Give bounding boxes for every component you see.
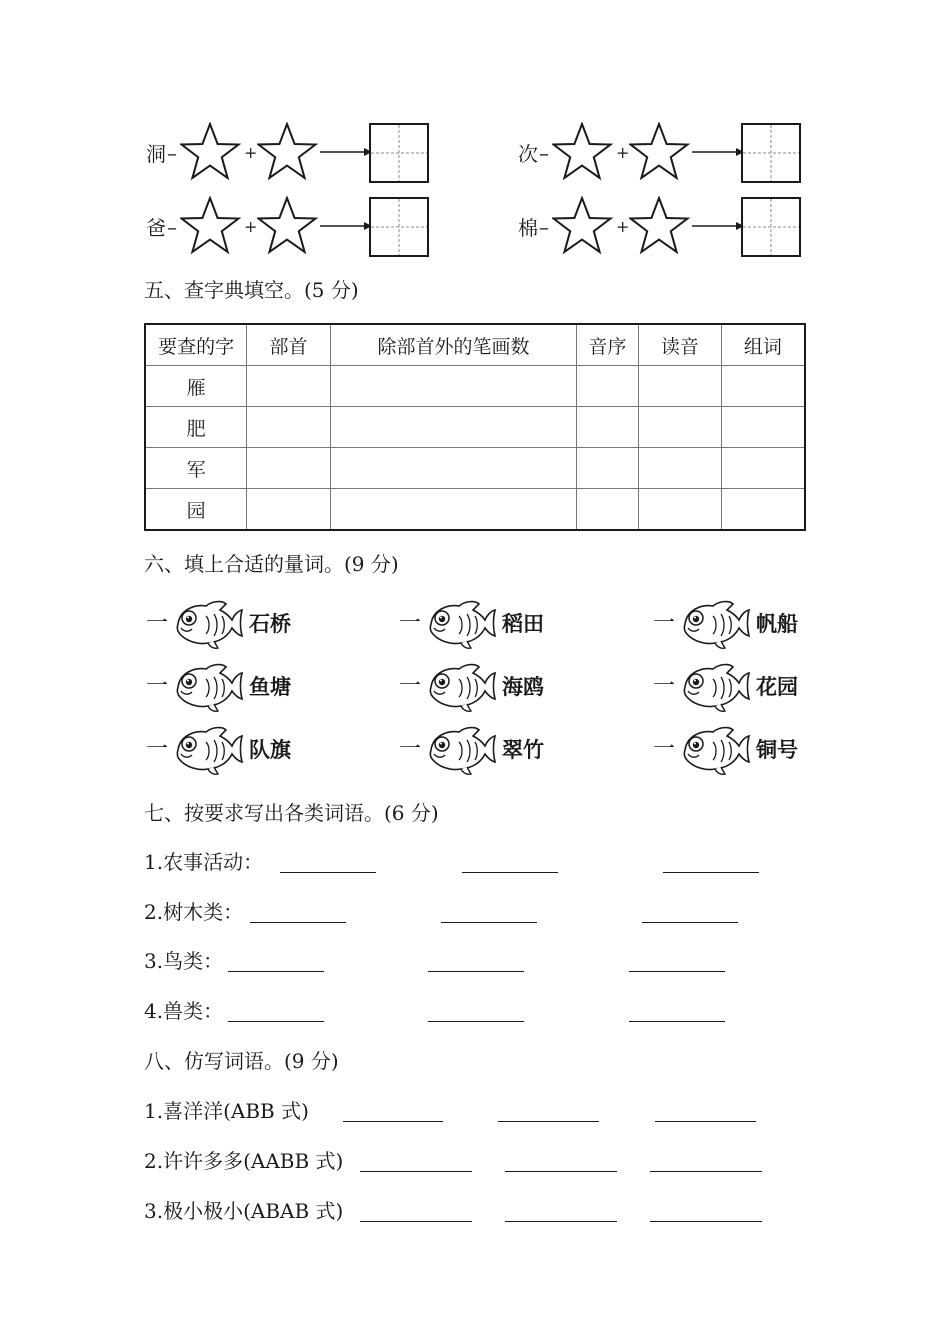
answer-blank[interactable] [228, 971, 324, 972]
answer-cell[interactable] [247, 448, 331, 489]
table-header: 部首 [247, 324, 331, 366]
category-label: 2.树木类： [144, 900, 244, 924]
prefix-yi: 一 [146, 611, 169, 636]
star-icon[interactable] [629, 122, 691, 184]
part4-char: 次 [518, 142, 538, 166]
answer-blank[interactable] [462, 872, 558, 873]
answer-blank[interactable] [629, 1021, 725, 1022]
answer-cell[interactable] [721, 448, 805, 489]
prefix-yi: 一 [146, 737, 169, 762]
table-row [145, 448, 805, 489]
measure-word-target: 花园 [756, 674, 798, 699]
answer-cell[interactable] [577, 366, 639, 407]
arrow-icon [320, 221, 376, 231]
answer-cell[interactable] [247, 489, 331, 531]
category-label: 3.鸟类： [144, 949, 224, 973]
answer-cell[interactable] [330, 489, 576, 531]
plus-sign: + [616, 217, 630, 236]
pattern-label: 3.极小极小(ABAB 式) [144, 1199, 344, 1223]
fish-icon[interactable] [172, 724, 246, 778]
answer-cell[interactable] [577, 489, 639, 531]
category-label: 1.农事活动： [144, 850, 264, 874]
answer-cell[interactable] [577, 448, 639, 489]
answer-grid-box[interactable] [741, 123, 803, 185]
part7-title: 七、按要求写出各类词语。(6 分) [144, 801, 439, 825]
part4-char: 洞 [146, 142, 166, 166]
star-icon[interactable] [257, 196, 319, 258]
answer-blank[interactable] [655, 1121, 756, 1122]
answer-cell[interactable] [247, 407, 331, 448]
table-header: 读音 [638, 324, 721, 366]
answer-blank[interactable] [650, 1221, 762, 1222]
category-label: 4.兽类： [144, 999, 224, 1023]
answer-blank[interactable] [360, 1171, 472, 1172]
answer-grid-box[interactable] [369, 197, 431, 259]
measure-word-target: 翠竹 [502, 737, 544, 762]
prefix-yi: 一 [399, 737, 422, 762]
star-icon[interactable] [552, 122, 614, 184]
answer-cell[interactable] [330, 407, 576, 448]
answer-cell[interactable] [638, 407, 721, 448]
answer-cell[interactable] [638, 448, 721, 489]
fish-icon[interactable] [172, 598, 246, 652]
answer-blank[interactable] [441, 922, 537, 923]
answer-cell[interactable] [721, 407, 805, 448]
answer-cell[interactable] [330, 366, 576, 407]
part4-char: 爸 [146, 216, 166, 240]
star-icon[interactable] [629, 196, 691, 258]
lookup-char: 军 [145, 448, 247, 489]
fish-icon[interactable] [679, 724, 753, 778]
answer-blank[interactable] [642, 922, 738, 923]
table-row [145, 489, 805, 531]
answer-blank[interactable] [250, 922, 346, 923]
fish-icon[interactable] [679, 661, 753, 715]
star-icon[interactable] [257, 122, 319, 184]
table-header: 除部首外的笔画数 [330, 324, 576, 366]
pattern-label: 2.许许多多(AABB 式) [144, 1149, 344, 1173]
answer-blank[interactable] [505, 1221, 617, 1222]
answer-blank[interactable] [498, 1121, 599, 1122]
answer-grid-box[interactable] [369, 123, 431, 185]
pattern-label: 1.喜洋洋(ABB 式) [144, 1099, 309, 1123]
star-icon[interactable] [552, 196, 614, 258]
fish-icon[interactable] [425, 661, 499, 715]
prefix-yi: 一 [653, 611, 676, 636]
answer-blank[interactable] [428, 971, 524, 972]
arrow-icon [320, 147, 376, 157]
answer-blank[interactable] [228, 1021, 324, 1022]
fish-icon[interactable] [172, 661, 246, 715]
minus-sign: – [167, 215, 177, 239]
prefix-yi: 一 [653, 674, 676, 699]
answer-blank[interactable] [428, 1021, 524, 1022]
answer-blank[interactable] [663, 872, 759, 873]
measure-word-target: 铜号 [756, 737, 798, 762]
fish-icon[interactable] [425, 724, 499, 778]
prefix-yi: 一 [146, 674, 169, 699]
answer-cell[interactable] [330, 448, 576, 489]
answer-cell[interactable] [721, 489, 805, 531]
arrow-icon [692, 221, 748, 231]
prefix-yi: 一 [399, 674, 422, 699]
part5-title: 五、查字典填空。(5 分) [144, 278, 359, 302]
table-row [145, 366, 805, 407]
part4-char: 棉 [518, 216, 538, 240]
measure-word-target: 海鸥 [502, 674, 544, 699]
table-header: 要查的字 [145, 324, 247, 366]
fish-icon[interactable] [425, 598, 499, 652]
measure-word-target: 帆船 [756, 611, 798, 636]
lookup-char: 园 [145, 489, 247, 531]
answer-blank[interactable] [360, 1221, 472, 1222]
lookup-char: 雁 [145, 366, 247, 407]
star-icon[interactable] [180, 122, 242, 184]
measure-word-target: 石桥 [249, 611, 291, 636]
plus-sign: + [244, 143, 258, 162]
dictionary-table [144, 323, 806, 531]
plus-sign: + [616, 143, 630, 162]
table-header: 组词 [721, 324, 805, 366]
answer-grid-box[interactable] [741, 197, 803, 259]
plus-sign: + [244, 217, 258, 236]
answer-blank[interactable] [650, 1171, 762, 1172]
answer-cell[interactable] [638, 366, 721, 407]
arrow-icon [692, 147, 748, 157]
minus-sign: – [539, 215, 549, 239]
minus-sign: – [539, 141, 549, 165]
answer-blank[interactable] [505, 1171, 617, 1172]
answer-blank[interactable] [629, 971, 725, 972]
table-header-row [145, 324, 805, 366]
answer-cell[interactable] [577, 407, 639, 448]
answer-cell[interactable] [721, 366, 805, 407]
measure-word-target: 稻田 [502, 611, 544, 636]
answer-cell[interactable] [638, 489, 721, 531]
prefix-yi: 一 [653, 737, 676, 762]
answer-blank[interactable] [280, 872, 376, 873]
part6-title: 六、填上合适的量词。(9 分) [144, 552, 399, 576]
table-header: 音序 [577, 324, 639, 366]
answer-blank[interactable] [343, 1121, 443, 1122]
measure-word-target: 队旗 [249, 737, 291, 762]
table-row [145, 407, 805, 448]
prefix-yi: 一 [399, 611, 422, 636]
part8-title: 八、仿写词语。(9 分) [144, 1049, 339, 1073]
measure-word-target: 鱼塘 [249, 674, 291, 699]
answer-cell[interactable] [247, 366, 331, 407]
star-icon[interactable] [180, 196, 242, 258]
minus-sign: – [167, 141, 177, 165]
fish-icon[interactable] [679, 598, 753, 652]
lookup-char: 肥 [145, 407, 247, 448]
